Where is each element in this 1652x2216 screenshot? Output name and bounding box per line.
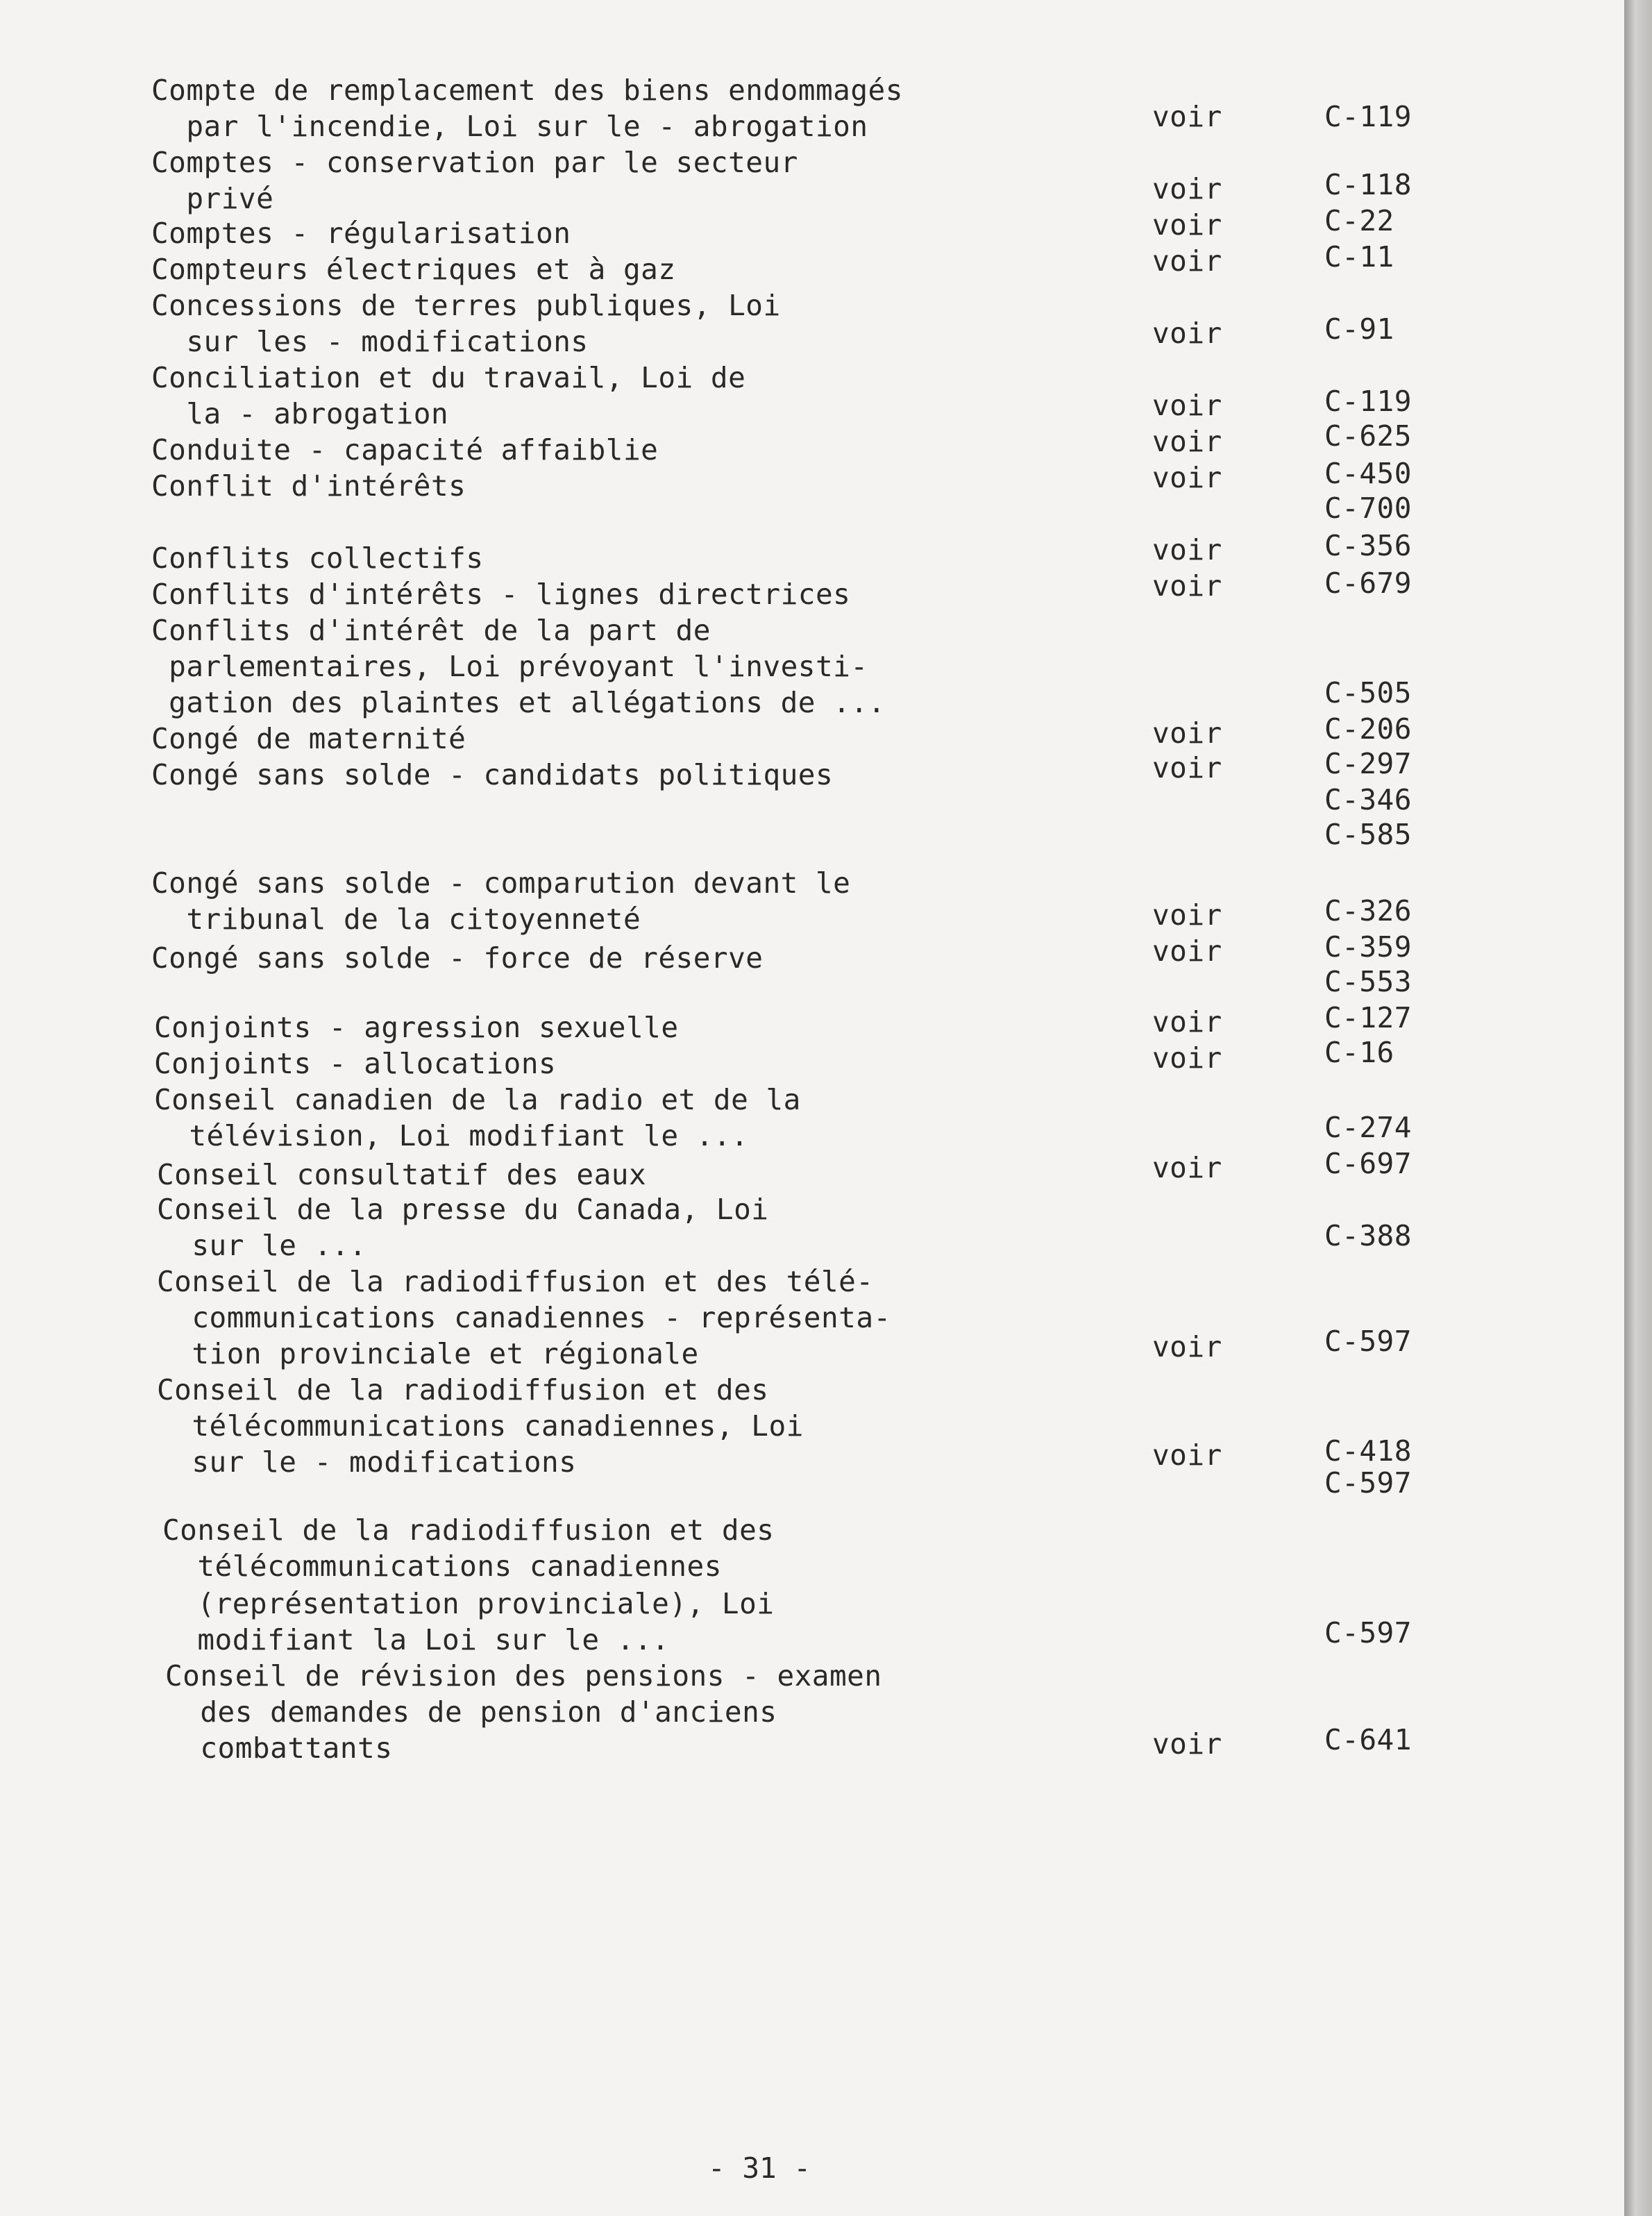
page-number: - 31 - bbox=[708, 2151, 811, 2185]
bill-reference: C-297 bbox=[1324, 747, 1412, 780]
voir-label: voir bbox=[1152, 1151, 1222, 1184]
voir-label: voir bbox=[1152, 208, 1222, 242]
entry-text: sur le - modifications bbox=[157, 1445, 577, 1479]
voir-label: voir bbox=[1152, 1005, 1222, 1039]
bill-reference: C-597 bbox=[1324, 1616, 1412, 1650]
bill-reference: C-206 bbox=[1324, 712, 1412, 746]
voir-label: voir bbox=[1152, 751, 1222, 784]
bill-reference: C-326 bbox=[1324, 894, 1412, 927]
bill-reference: C-22 bbox=[1324, 204, 1394, 237]
entry-text: télévision, Loi modifiant le ... bbox=[154, 1119, 749, 1152]
entry-text: Congé de maternité bbox=[151, 722, 466, 755]
voir-label: voir bbox=[1152, 389, 1222, 422]
entry-text: Conseil de la radiodiffusion et des bbox=[157, 1373, 769, 1407]
bill-reference: C-388 bbox=[1324, 1219, 1412, 1252]
entry-text: Compte de remplacement des biens endommagés bbox=[151, 74, 903, 107]
entry-text: Conflits d'intérêt de la part de bbox=[151, 614, 711, 647]
bill-reference: C-359 bbox=[1324, 930, 1412, 964]
entry-text: Conseil de la radiodiffusion et des télé- bbox=[157, 1265, 874, 1298]
entry-text: Congé sans solde - comparution devant le bbox=[151, 866, 851, 900]
entry-text: sur les - modifications bbox=[151, 325, 589, 358]
entry-text: Congé sans solde - force de réserve bbox=[151, 941, 764, 975]
voir-label: voir bbox=[1152, 934, 1222, 968]
entry-text: Conjoints - allocations bbox=[154, 1047, 557, 1080]
bill-reference: C-119 bbox=[1324, 385, 1412, 418]
entry-text: Conseil de la presse du Canada, Loi bbox=[157, 1193, 769, 1226]
voir-label: voir bbox=[1152, 1041, 1222, 1075]
voir-label: voir bbox=[1152, 533, 1222, 566]
bill-reference: C-16 bbox=[1324, 1036, 1394, 1069]
bill-reference: C-118 bbox=[1324, 168, 1412, 201]
entry-text: Compteurs électriques et à gaz bbox=[151, 253, 676, 286]
bill-reference: C-700 bbox=[1324, 492, 1412, 525]
entry-text: Conseil consultatif des eaux bbox=[157, 1158, 647, 1191]
voir-label: voir bbox=[1152, 1330, 1222, 1363]
bill-reference: C-127 bbox=[1324, 1001, 1412, 1034]
bill-reference: C-585 bbox=[1324, 818, 1412, 851]
entry-text: Congé sans solde - candidats politiques bbox=[151, 758, 834, 791]
bill-reference: C-91 bbox=[1324, 312, 1394, 346]
entry-text: Conciliation et du travail, Loi de bbox=[151, 361, 746, 394]
entry-text: privé bbox=[151, 182, 274, 215]
bill-reference: C-597 bbox=[1324, 1325, 1412, 1358]
voir-label: voir bbox=[1152, 716, 1222, 750]
voir-label: voir bbox=[1152, 1727, 1222, 1761]
bill-reference: C-356 bbox=[1324, 529, 1412, 562]
bill-reference: C-553 bbox=[1324, 965, 1412, 998]
entry-text: par l'incendie, Loi sur le - abrogation bbox=[151, 110, 868, 143]
bill-reference: C-418 bbox=[1324, 1434, 1412, 1468]
entry-text: modifiant la Loi sur le ... bbox=[162, 1623, 670, 1656]
bill-reference: C-346 bbox=[1324, 783, 1412, 816]
voir-label: voir bbox=[1152, 172, 1222, 205]
bill-reference: C-274 bbox=[1324, 1111, 1412, 1144]
entry-text: tion provinciale et régionale bbox=[157, 1337, 699, 1370]
entry-text: Concessions de terres publiques, Loi bbox=[151, 289, 781, 322]
bill-reference: C-625 bbox=[1324, 419, 1412, 453]
entry-text: communications canadiennes - représenta- bbox=[157, 1301, 891, 1334]
entry-text: parlementaires, Loi prévoyant l'investi- bbox=[151, 650, 868, 683]
bill-reference: C-119 bbox=[1324, 100, 1412, 133]
bill-reference: C-450 bbox=[1324, 457, 1412, 490]
bill-reference: C-679 bbox=[1324, 566, 1412, 600]
bill-reference: C-505 bbox=[1324, 676, 1412, 710]
entry-text: la - abrogation bbox=[151, 397, 449, 430]
entry-text: Conseil de la radiodiffusion et des bbox=[162, 1513, 775, 1547]
bill-reference: C-697 bbox=[1324, 1147, 1412, 1180]
entry-text: télécommunications canadiennes bbox=[162, 1550, 722, 1583]
binding-edge bbox=[1624, 0, 1652, 2216]
entry-text: gation des plaintes et allégations de ... bbox=[151, 686, 886, 719]
entry-text: des demandes de pension d'anciens bbox=[165, 1695, 777, 1729]
entry-text: Conjoints - agression sexuelle bbox=[154, 1011, 679, 1044]
entry-text: Conflit d'intérêts bbox=[151, 469, 466, 503]
entry-text: télécommunications canadiennes, Loi bbox=[157, 1409, 804, 1443]
voir-label: voir bbox=[1152, 461, 1222, 494]
voir-label: voir bbox=[1152, 898, 1222, 932]
entry-text: Conflits collectifs bbox=[151, 542, 484, 575]
voir-label: voir bbox=[1152, 569, 1222, 603]
bill-reference: C-597 bbox=[1324, 1466, 1412, 1500]
bill-reference: C-641 bbox=[1324, 1723, 1412, 1756]
entry-text: tribunal de la citoyenneté bbox=[151, 903, 641, 936]
entry-text: Comptes - régularisation bbox=[151, 217, 571, 250]
entry-text: Conseil de révision des pensions - examen bbox=[165, 1659, 882, 1693]
voir-label: voir bbox=[1152, 244, 1222, 278]
entry-text: Conduite - capacité affaiblie bbox=[151, 433, 659, 467]
voir-label: voir bbox=[1152, 1438, 1222, 1472]
entry-text: (représentation provinciale), Loi bbox=[162, 1587, 775, 1620]
entry-text: Conflits d'intérêts - lignes directrices bbox=[151, 578, 851, 611]
voir-label: voir bbox=[1152, 425, 1222, 458]
entry-text: sur le ... bbox=[157, 1229, 367, 1262]
entry-text: Conseil canadien de la radio et de la bbox=[154, 1083, 801, 1116]
entry-text: combattants bbox=[165, 1731, 393, 1765]
bill-reference: C-11 bbox=[1324, 240, 1394, 274]
voir-label: voir bbox=[1152, 100, 1222, 133]
voir-label: voir bbox=[1152, 317, 1222, 350]
entry-text: Comptes - conservation par le secteur bbox=[151, 146, 798, 179]
